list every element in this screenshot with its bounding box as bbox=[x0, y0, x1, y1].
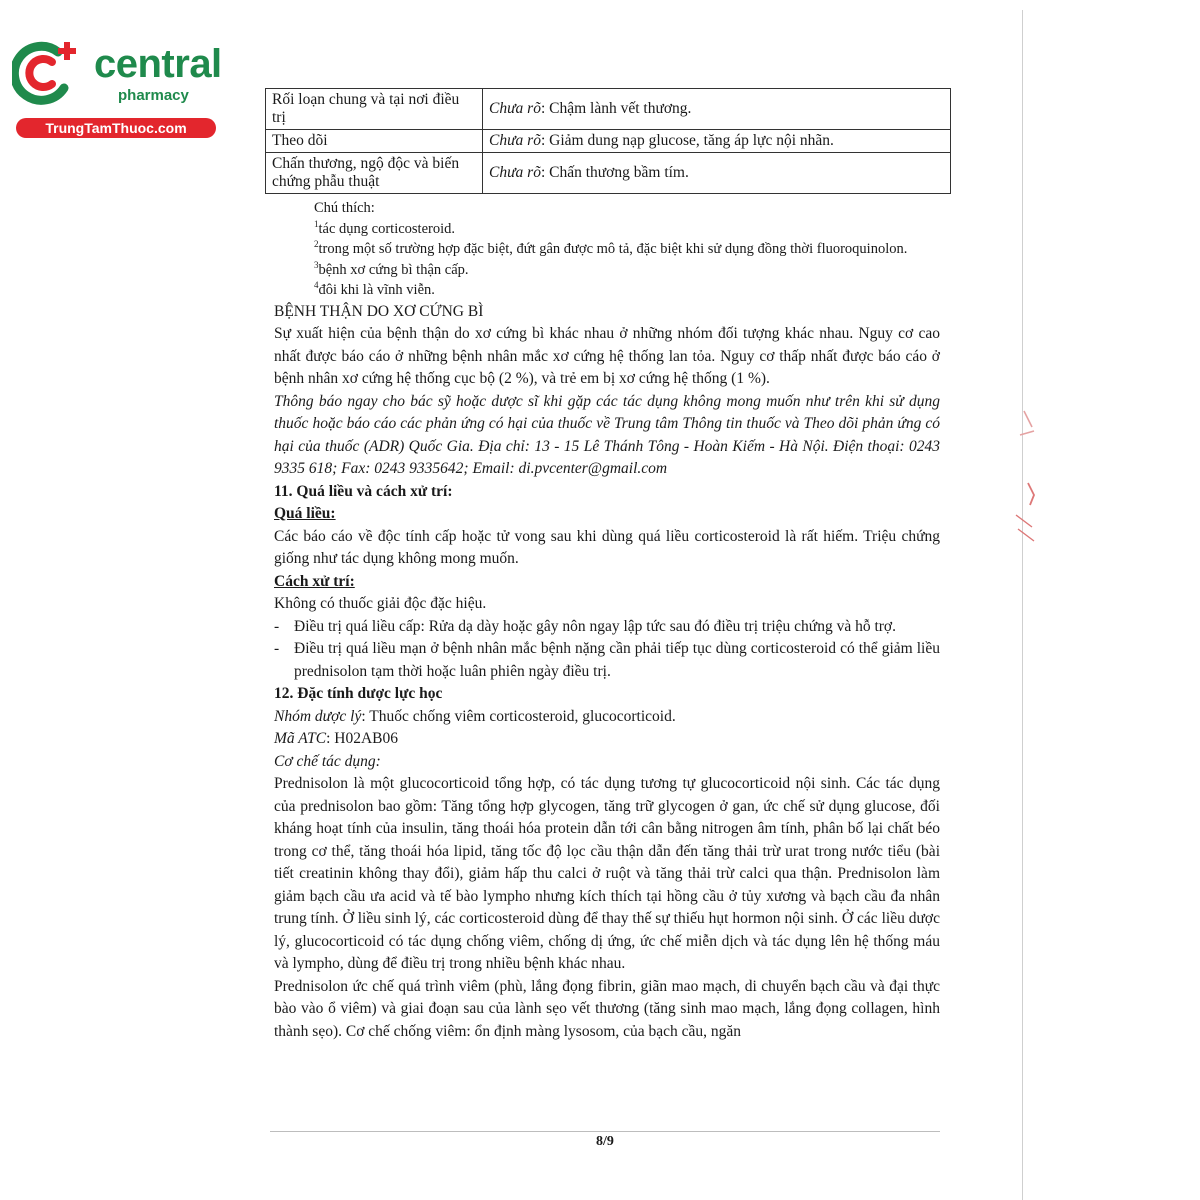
section-title-nephropathy: BỆNH THẬN DO XƠ CỨNG BÌ bbox=[274, 302, 484, 320]
note-superscript: 3 bbox=[314, 259, 319, 270]
atc-value: : H02AB06 bbox=[326, 730, 399, 747]
note-text: bệnh xơ cứng bì thận cấp. bbox=[318, 261, 469, 278]
note-text: tác dụng corticosteroid. bbox=[318, 220, 455, 237]
table-row bbox=[266, 89, 951, 130]
logo-brand-name: central bbox=[94, 42, 222, 86]
central-pharmacy-logo-icon bbox=[12, 40, 82, 106]
group-label: Nhóm dược lý bbox=[274, 707, 362, 725]
effect-text: : Chấn thương bầm tím. bbox=[540, 164, 689, 181]
group-value: : Thuốc chống viêm corticosteroid, glucocorticoid. bbox=[361, 707, 676, 725]
list-item-text: Điều trị quá liều cấp: Rửa dạ dày hoặc gây nôn ngay lập tức sau đó điều trị triệu chứng và hỗ trợ. bbox=[294, 617, 896, 635]
note-superscript: 1 bbox=[314, 218, 319, 229]
table-cell-category: Rối loạn chung và tại nơi điều trị bbox=[266, 89, 483, 130]
table-row bbox=[266, 153, 951, 194]
table-cell-effect bbox=[483, 89, 951, 130]
note-item bbox=[274, 219, 940, 240]
note-text: đôi khi là vĩnh viễn. bbox=[318, 282, 435, 298]
list-item bbox=[274, 638, 940, 683]
table-cell-effect bbox=[483, 153, 951, 194]
atc-label: Mã ATC bbox=[274, 730, 327, 747]
section-heading-pharmacodynamics: 12. Đặc tính dược lực học bbox=[274, 685, 443, 702]
frequency-label: Chưa rõ bbox=[489, 164, 541, 181]
note-superscript: 4 bbox=[314, 280, 319, 291]
adr-report-notice: Thông báo ngay cho bác sỹ hoặc dược sĩ khi gặp các tác dụng không mong muốn như trên khi sử dụng thuốc hoặc báo cáo các phản ứng có hại của thuốc về Trung tâm Thông tin thuốc và Theo dõi phản ứng có hại của thuốc (ADR) Quốc Gia. Địa chỉ: 13 - 15 Lê Thánh Tông - Hoàn Kiếm - Hà Nội. Điện thoại: 0243 9335 618; Fax: 0243 9335642; Email: di.pvcenter@gmail.com bbox=[274, 392, 940, 477]
note-superscript: 2 bbox=[314, 239, 319, 250]
list-item bbox=[274, 616, 940, 639]
mechanism-label: Cơ chế tác dụng: bbox=[274, 752, 381, 770]
mechanism-paragraph-2: Prednisolon ức chế quá trình viêm (phù, lắng đọng fibrin, giãn mao mạch, di chuyển bạch cầu và đại thực bào vào ổ viêm) và giai đoạn sau của lành sẹo vết thương (tăng sinh mao mạch, lắng đọng collagen, hình thành sẹo). Cơ chế chống viêm: ổn định màng lysosom, của bạch cầu, ngăn bbox=[274, 977, 940, 1040]
note-item bbox=[274, 280, 940, 301]
atc-code bbox=[274, 728, 940, 751]
logo-website-url[interactable]: TrungTamThuoc.com bbox=[16, 118, 216, 138]
footer-divider bbox=[270, 1131, 940, 1132]
table-row bbox=[266, 130, 951, 153]
subheading-treatment: Cách xử trí: bbox=[274, 572, 355, 590]
list-item-text: Điều trị quá liều mạn ở bệnh nhân mắc bệnh nặng cần phải tiếp tục dùng corticosteroid có thể giảm liều prednisolon tạm thời hoặc luân phiên ngày điều trị. bbox=[294, 640, 940, 680]
table-cell-category: Theo dõi bbox=[266, 130, 483, 153]
note-item bbox=[274, 239, 940, 260]
red-stamp-fragment-icon bbox=[1010, 405, 1040, 565]
effect-text: : Chậm lành vết thương. bbox=[540, 100, 692, 117]
table-cell-category: Chấn thương, ngộ độc và biến chứng phẫu thuật bbox=[266, 153, 483, 194]
nephropathy-paragraph: Sự xuất hiện của bệnh thận do xơ cứng bì khác nhau ở những nhóm đối tượng khác nhau. Nguy cơ cao nhất được báo cáo ở những bệnh nhân mắc xơ cứng hệ thống lan tỏa. Nguy cơ thấp nhất được báo cáo ở bệnh nhân xơ cứng hệ thống cục bộ (2 %), và trẻ em bị xơ cứng hệ thống (1 %). bbox=[274, 325, 940, 387]
notes-title: Chú thích: bbox=[314, 200, 375, 216]
document-body bbox=[274, 198, 940, 1043]
pharmacologic-group bbox=[274, 706, 940, 729]
adverse-effects-table bbox=[265, 88, 951, 194]
note-item bbox=[274, 260, 940, 281]
table-cell-effect bbox=[483, 130, 951, 153]
subheading-overdose: Quá liều: bbox=[274, 505, 336, 522]
section-heading-overdose: 11. Quá liều và cách xử trí: bbox=[274, 482, 453, 500]
treatment-intro: Không có thuốc giải độc đặc hiệu. bbox=[274, 595, 487, 612]
dash-bullet: - bbox=[274, 640, 280, 657]
frequency-label: Chưa rõ bbox=[489, 132, 541, 149]
overdose-paragraph: Các báo cáo về độc tính cấp hoặc tử vong sau khi dùng quá liều corticosteroid là rất hiếm. Triệu chứng giống như tác dụng không mong muốn. bbox=[274, 527, 940, 567]
effect-text: : Giảm dung nạp glucose, tăng áp lực nội nhãn. bbox=[540, 132, 834, 149]
frequency-label: Chưa rõ bbox=[489, 100, 541, 117]
pharmacy-logo bbox=[8, 36, 223, 136]
mechanism-paragraph-1: Prednisolon là một glucocorticoid tổng hợp, có tác dụng tương tự glucocorticoid nội sinh. Các tác dụng của prednisolon bao gồm: Tăng tổng hợp glycogen, tăng trữ glycogen ở gan, ức chế sử dụng glucose, đối kháng hoạt tính của insulin, tăng thoái hóa protein dẫn tới cân bằng nitrogen âm tính, phân bố lại chất béo trong cơ thể, tăng thoái hóa lipid, tăng tốc độ lọc cầu thận dẫn đến tăng thải trừ urat trong nước tiểu (bài tiết creatinin không thay đổi), giảm hấp thu calci ở ruột và tăng thải trừ calci qua thận. Prednisolon làm giảm bạch cầu ưa acid và tế bào lympho nhưng kích thích tại hồng cầu ở tủy xương và bạch cầu đa nhân trung tính. Ở liều sinh lý, các corticosteroid dùng để thay thế sự thiếu hụt hormon nội sinh. Ở các liều dược lý, glucocorticoid có tác dụng chống viêm, chống dị ứng, ức chế miễn dịch và tác dụng lên hệ thống máu và lympho, dùng để điều trị trong nhiều bệnh khác nhau. bbox=[274, 775, 940, 972]
note-text: trong một số trường hợp đặc biệt, đứt gân được mô tả, đặc biệt khi sử dụng đồng thời fluoroquinolon. bbox=[318, 241, 908, 257]
page-edge-line bbox=[1022, 10, 1023, 1200]
dash-bullet: - bbox=[274, 617, 280, 635]
logo-brand-subtitle: pharmacy bbox=[118, 87, 189, 104]
page-number: 8/9 bbox=[596, 1134, 614, 1149]
